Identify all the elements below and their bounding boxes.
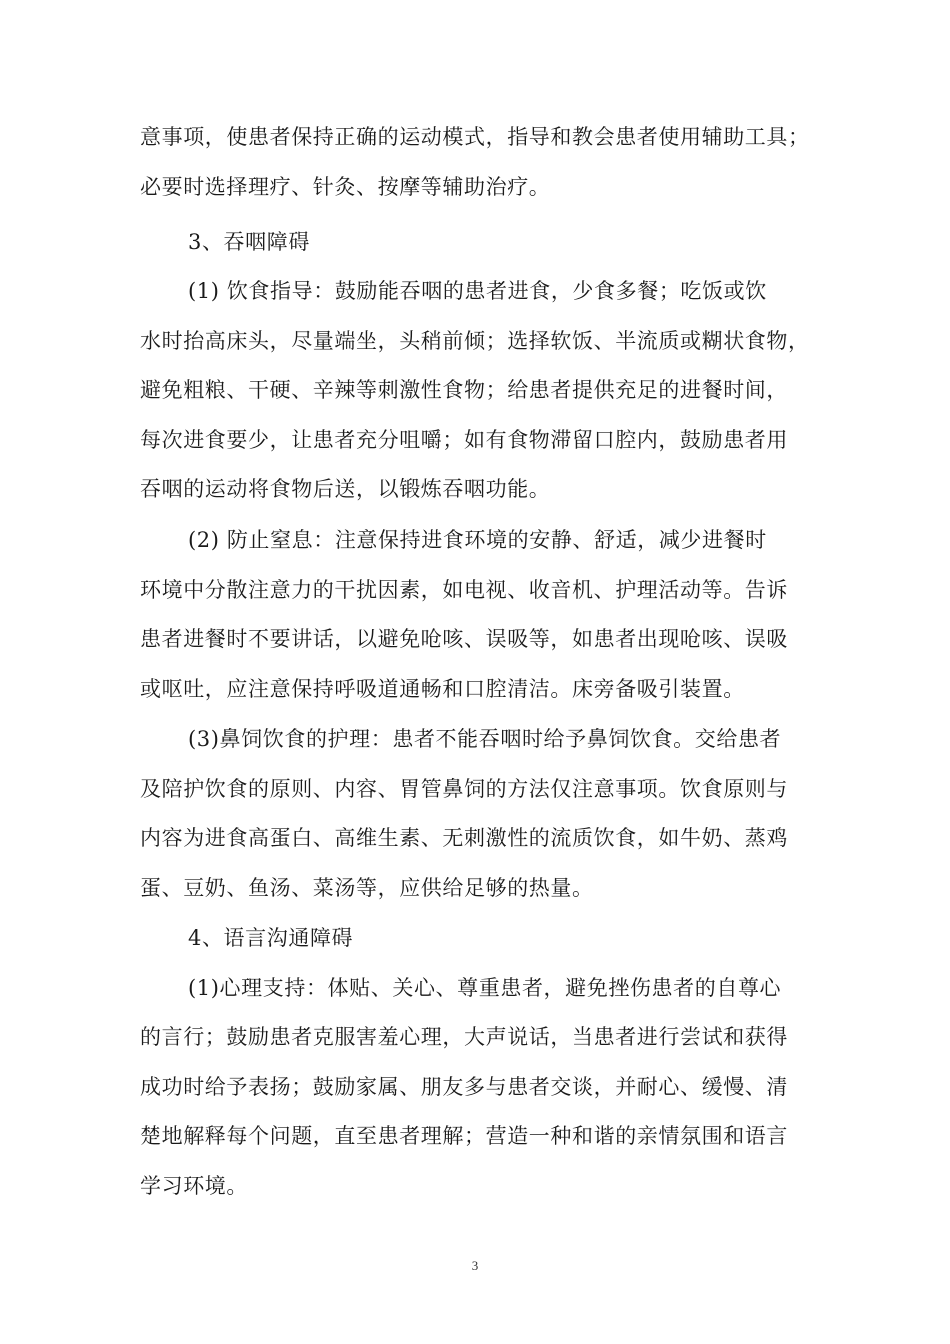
paragraph-line: 蛋、豆奶、鱼汤、菜汤等，应供给足够的热量。 <box>140 876 594 900</box>
paragraph-line: 的言行；鼓励患者克服害羞心理，大声说话，当患者进行尝试和获得 <box>140 1025 788 1049</box>
paragraph-line: 意事项，使患者保持正确的运动模式，指导和教会患者使用辅助工具； <box>140 125 810 149</box>
paragraph-line: 楚地解释每个问题，直至患者理解；营造一种和谐的亲情氛围和语言 <box>140 1124 788 1148</box>
paragraph-line: 成功时给予表扬；鼓励家属、朋友多与患者交谈，并耐心、缓慢、清 <box>140 1075 788 1099</box>
paragraph-line: 避免粗粮、干硬、辛辣等刺激性食物；给患者提供充足的进餐时间， <box>140 378 788 402</box>
paragraph-line: 或呕吐，应注意保持呼吸道通畅和口腔清洁。床旁备吸引装置。 <box>140 677 745 701</box>
paragraph-line: 每次进食要少，让患者充分咀嚼；如有食物滞留口腔内，鼓励患者用 <box>140 428 788 452</box>
paragraph-line: 水时抬高床头，尽量端坐，头稍前倾；选择软饭、半流质或糊状食物， <box>140 329 810 353</box>
page-number: 3 <box>471 1258 479 1273</box>
section-heading: 3、吞咽障碍 <box>188 230 310 254</box>
paragraph-line: 内容为进食高蛋白、高维生素、无刺激性的流质饮食，如牛奶、蒸鸡 <box>140 826 788 850</box>
paragraph-line: 及陪护饮食的原则、内容、胃管鼻饲的方法仅注意事项。饮食原则与 <box>140 777 788 801</box>
paragraph-line: 吞咽的运动将食物后送，以锻炼吞咽功能。 <box>140 477 551 501</box>
paragraph-line: 环境中分散注意力的干扰因素，如电视、收音机、护理活动等。告诉 <box>140 578 788 602</box>
paragraph-line: (1) 饮食指导：鼓励能吞咽的患者进食，少食多餐；吃饭或饮 <box>188 279 767 303</box>
paragraph-line: 学习环境。 <box>140 1174 248 1198</box>
paragraph-line: (2) 防止窒息：注意保持进食环境的安静、舒适，减少进餐时 <box>188 528 767 552</box>
paragraph-line: (1)心理支持：体贴、关心、尊重患者，避免挫伤患者的自尊心 <box>188 976 782 1000</box>
paragraph-line: (3)鼻饲饮食的护理：患者不能吞咽时给予鼻饲饮食。交给患者 <box>188 727 782 751</box>
paragraph-line: 患者进餐时不要讲话，以避免呛咳、误吸等，如患者出现呛咳、误吸 <box>140 627 788 651</box>
paragraph-line: 必要时选择理疗、针灸、按摩等辅助治疗。 <box>140 175 551 199</box>
section-heading: 4、语言沟通障碍 <box>188 926 354 950</box>
